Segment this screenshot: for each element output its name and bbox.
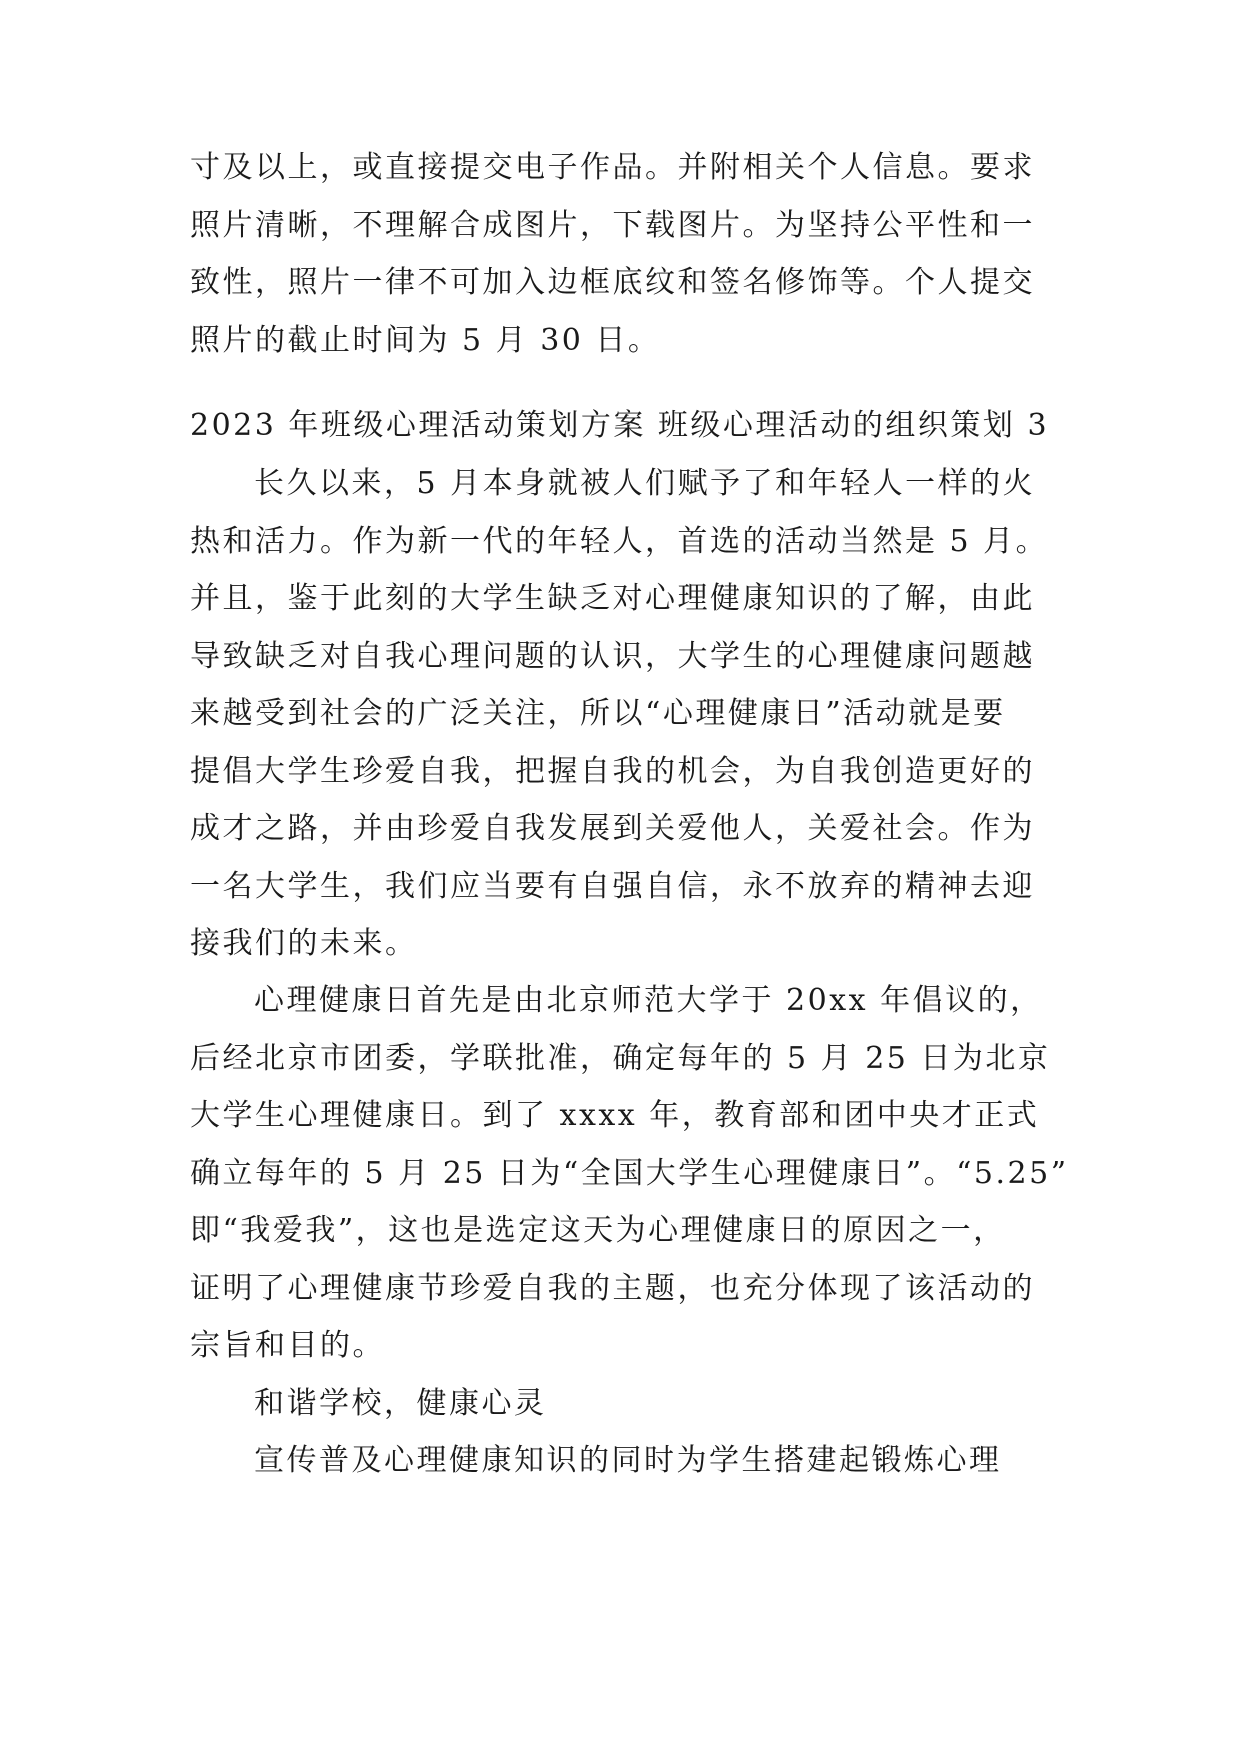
paragraph-line: 照片清晰，不理解合成图片，下载图片。为坚持公平性和一 xyxy=(190,207,1035,243)
paragraph-line: 宗旨和目的。 xyxy=(190,1328,385,1363)
paragraph-line: 确立每年的 5 月 25 日为“全国大学生心理健康日”。“5.25” xyxy=(190,1155,1069,1191)
slogan: 和谐学校，健康心灵 xyxy=(254,1386,547,1421)
paragraph-3 xyxy=(190,1432,1060,1490)
paragraph-line: 热和活力。作为新一代的年轻人，首选的活动当然是 5 月。 xyxy=(190,523,1049,559)
paragraph-line: 来越受到社会的广泛关注，所以“心理健康日”活动就是要 xyxy=(190,696,1006,731)
paragraph-1 xyxy=(190,455,1060,973)
paragraph-line: 后经北京市团委，学联批准，确定每年的 5 月 25 日为北京 xyxy=(190,1040,1051,1076)
paragraph-line: 接我们的未来。 xyxy=(190,926,418,961)
paragraph-line: 一名大学生，我们应当要有自强自信，永不放弃的精神去迎 xyxy=(190,868,1035,904)
slogan-block xyxy=(190,1375,1060,1433)
paragraph-line: 提倡大学生珍爱自我，把握自我的机会，为自我创造更好的 xyxy=(190,753,1035,789)
paragraph-line: 长久以来，5 月本身就被人们赋予了和年轻人一样的火 xyxy=(254,466,1036,501)
paragraph-2 xyxy=(190,972,1069,1375)
section-heading: 2023 年班级心理活动策划方案 班级心理活动的组织策划 3 xyxy=(190,408,1050,443)
paragraph-line: 成才之路，并由珍爱自我发展到关爱他人，关爱社会。作为 xyxy=(190,811,1035,846)
paragraph-line: 并且，鉴于此刻的大学生缺乏对心理健康知识的了解，由此 xyxy=(190,581,1035,616)
paragraph-line: 寸及以上，或直接提交电子作品。并附相关个人信息。要求 xyxy=(190,150,1035,185)
paragraph-line: 即“我爱我”，这也是选定这天为心理健康日的原因之一， xyxy=(190,1213,1006,1248)
top-paragraph xyxy=(190,139,1060,369)
paragraph-line: 证明了心理健康节珍爱自我的主题，也充分体现了该活动的 xyxy=(190,1270,1035,1306)
section-heading-block xyxy=(190,397,1060,455)
paragraph-line: 大学生心理健康日。到了 xxxx 年，教育部和团中央才正式 xyxy=(190,1098,1040,1133)
paragraph-line: 照片的截止时间为 5 月 30 日。 xyxy=(190,322,661,358)
paragraph-line: 导致缺乏对自我心理问题的认识，大学生的心理健康问题越 xyxy=(190,638,1035,674)
paragraph-line: 致性，照片一律不可加入边框底纹和签名修饰等。个人提交 xyxy=(190,265,1035,300)
paragraph-line: 心理健康日首先是由北京师范大学于 20xx 年倡议的， xyxy=(254,983,1043,1018)
paragraph-line: 宣传普及心理健康知识的同时为学生搭建起锻炼心理 xyxy=(254,1443,1002,1478)
